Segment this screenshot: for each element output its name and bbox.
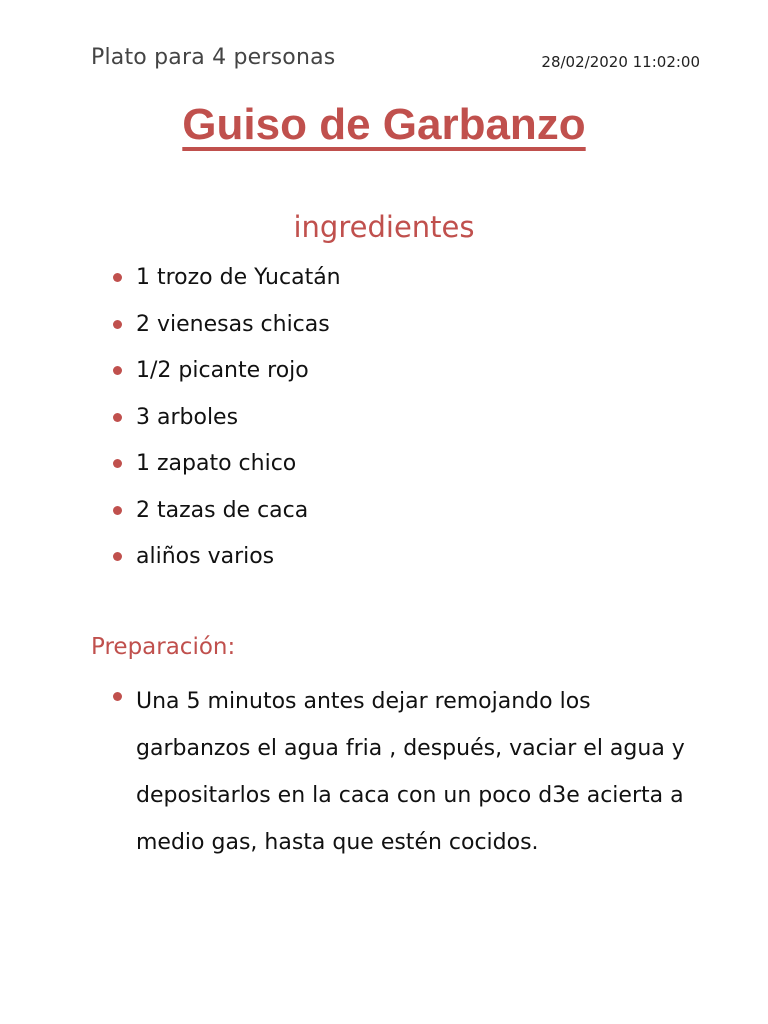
list-item [110,495,341,542]
preparation-heading: Preparación: [91,634,236,660]
list-item [110,355,341,402]
ingredient-text: 3 arboles [136,404,239,430]
list-item [110,402,341,449]
bullet-icon [113,366,122,375]
bullet-icon [113,413,122,422]
bullet-icon [113,692,122,701]
ingredient-text: 1/2 picante rojo [136,358,309,383]
ingredient-text: 1 trozo de Yucatán [136,265,341,290]
date-time: 28/02/2020 11:02:00 [541,53,700,71]
list-item [110,262,341,309]
ingredient-text: 2 vienesas chicas [136,311,330,337]
list-item [110,448,341,495]
list-item [110,678,700,866]
ingredients-heading: ingredientes [293,210,475,244]
list-item [110,309,341,356]
ingredient-text: aliños varios [136,544,275,569]
bullet-icon [113,552,122,561]
bullet-icon [113,459,122,468]
preparation-list [110,678,700,866]
bullet-icon [113,320,122,329]
preparation-step-text: Una 5 minutos antes dejar remojando los garbanzos el agua fria , después, vaciar el agua y depositarlos en la caca con un poco d3e acierta a medio gas, hasta que estén cocidos. [136,689,685,855]
bullet-icon [113,273,122,282]
recipe-title: Guiso de Garbanzo [182,100,586,149]
ingredient-text: 1 zapato chico [136,451,297,476]
bullet-icon [113,506,122,515]
ingredients-list [110,262,341,588]
servings-label: Plato para 4 personas [91,45,336,70]
ingredient-text: 2 tazas de caca [136,497,309,523]
list-item [110,541,341,588]
